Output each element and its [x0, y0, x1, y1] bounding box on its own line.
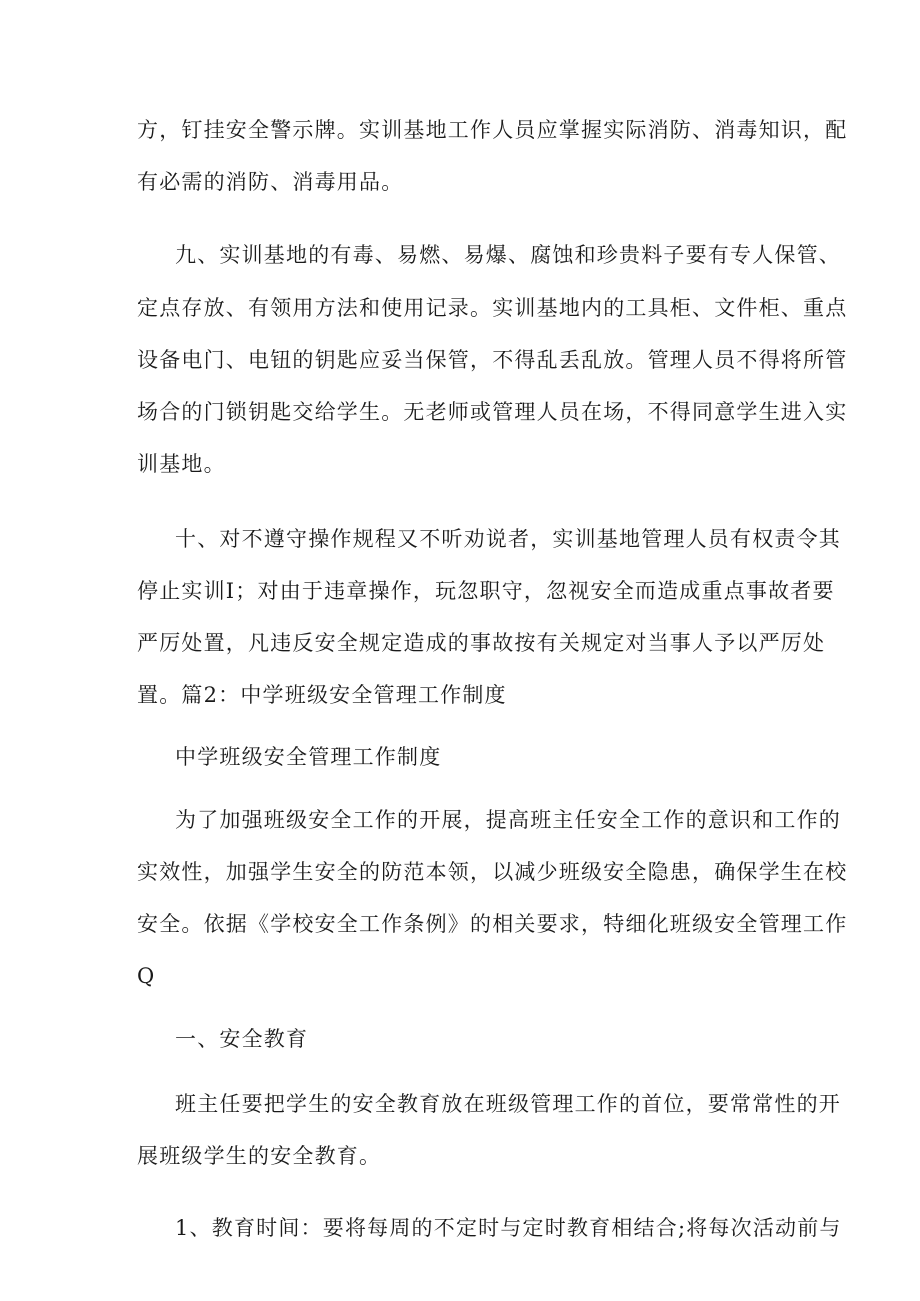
paragraph-line: 为了加强班级安全工作的开展，提高班主任安全工作的意识和工作的: [175, 808, 841, 832]
paragraph-line: 安全。依据《学校安全工作条例》的相关要求，特细化班级安全管理工作: [137, 912, 848, 936]
paragraph-line: 训基地。: [137, 452, 226, 476]
paragraph-line: 班主任要把学生的安全教育放在班级管理工作的首位，要常常性的开: [175, 1092, 841, 1116]
paragraph-line: 设备电门、电钮的钥匙应妥当保管，不得乱丢乱放。管理人员不得将所管: [137, 348, 848, 372]
paragraph-line: 展班级学生的安全教育。: [137, 1144, 382, 1168]
paragraph-line: 十、对不遵守操作规程又不听劝说者，实训基地管理人员有权责令其: [175, 527, 841, 551]
section-heading: 中学班级安全管理工作制度: [175, 745, 442, 769]
paragraph-line: 置。篇2：中学班级安全管理工作制度: [137, 683, 507, 707]
section-heading: 一、安全教育: [175, 1027, 309, 1051]
paragraph-line: 定点存放、有领用方法和使用记录。实训基地内的工具柜、文件柜、重点: [137, 296, 848, 320]
paragraph-line: 严厉处置，凡违反安全规定造成的事故按有关规定对当事人予以严厉处: [137, 631, 826, 655]
paragraph-line: 实效性，加强学生安全的防范本领，以减少班级安全隐患，确保学生在校: [137, 860, 848, 884]
paragraph-line: 1、教育时间：要将每周的不定时与定时教育相结合;将每次活动前与: [175, 1216, 842, 1240]
paragraph-line: 停止实训I；对由于违章操作，玩忽职守，忽视安全而造成重点事故者要: [137, 579, 835, 603]
paragraph-line: Q: [137, 964, 156, 988]
paragraph-line: 方，钉挂安全警示牌。实训基地工作人员应掌握实际消防、消毒知识，配: [137, 118, 848, 142]
paragraph-line: 场合的门锁钥匙交给学生。无老师或管理人员在场，不得同意学生进入实: [137, 400, 848, 424]
paragraph-line: 有必需的消防、消毒用品。: [137, 170, 404, 194]
paragraph-line: 九、实训基地的有毒、易燃、易爆、腐蚀和珍贵料子要有专人保管、: [175, 243, 841, 267]
